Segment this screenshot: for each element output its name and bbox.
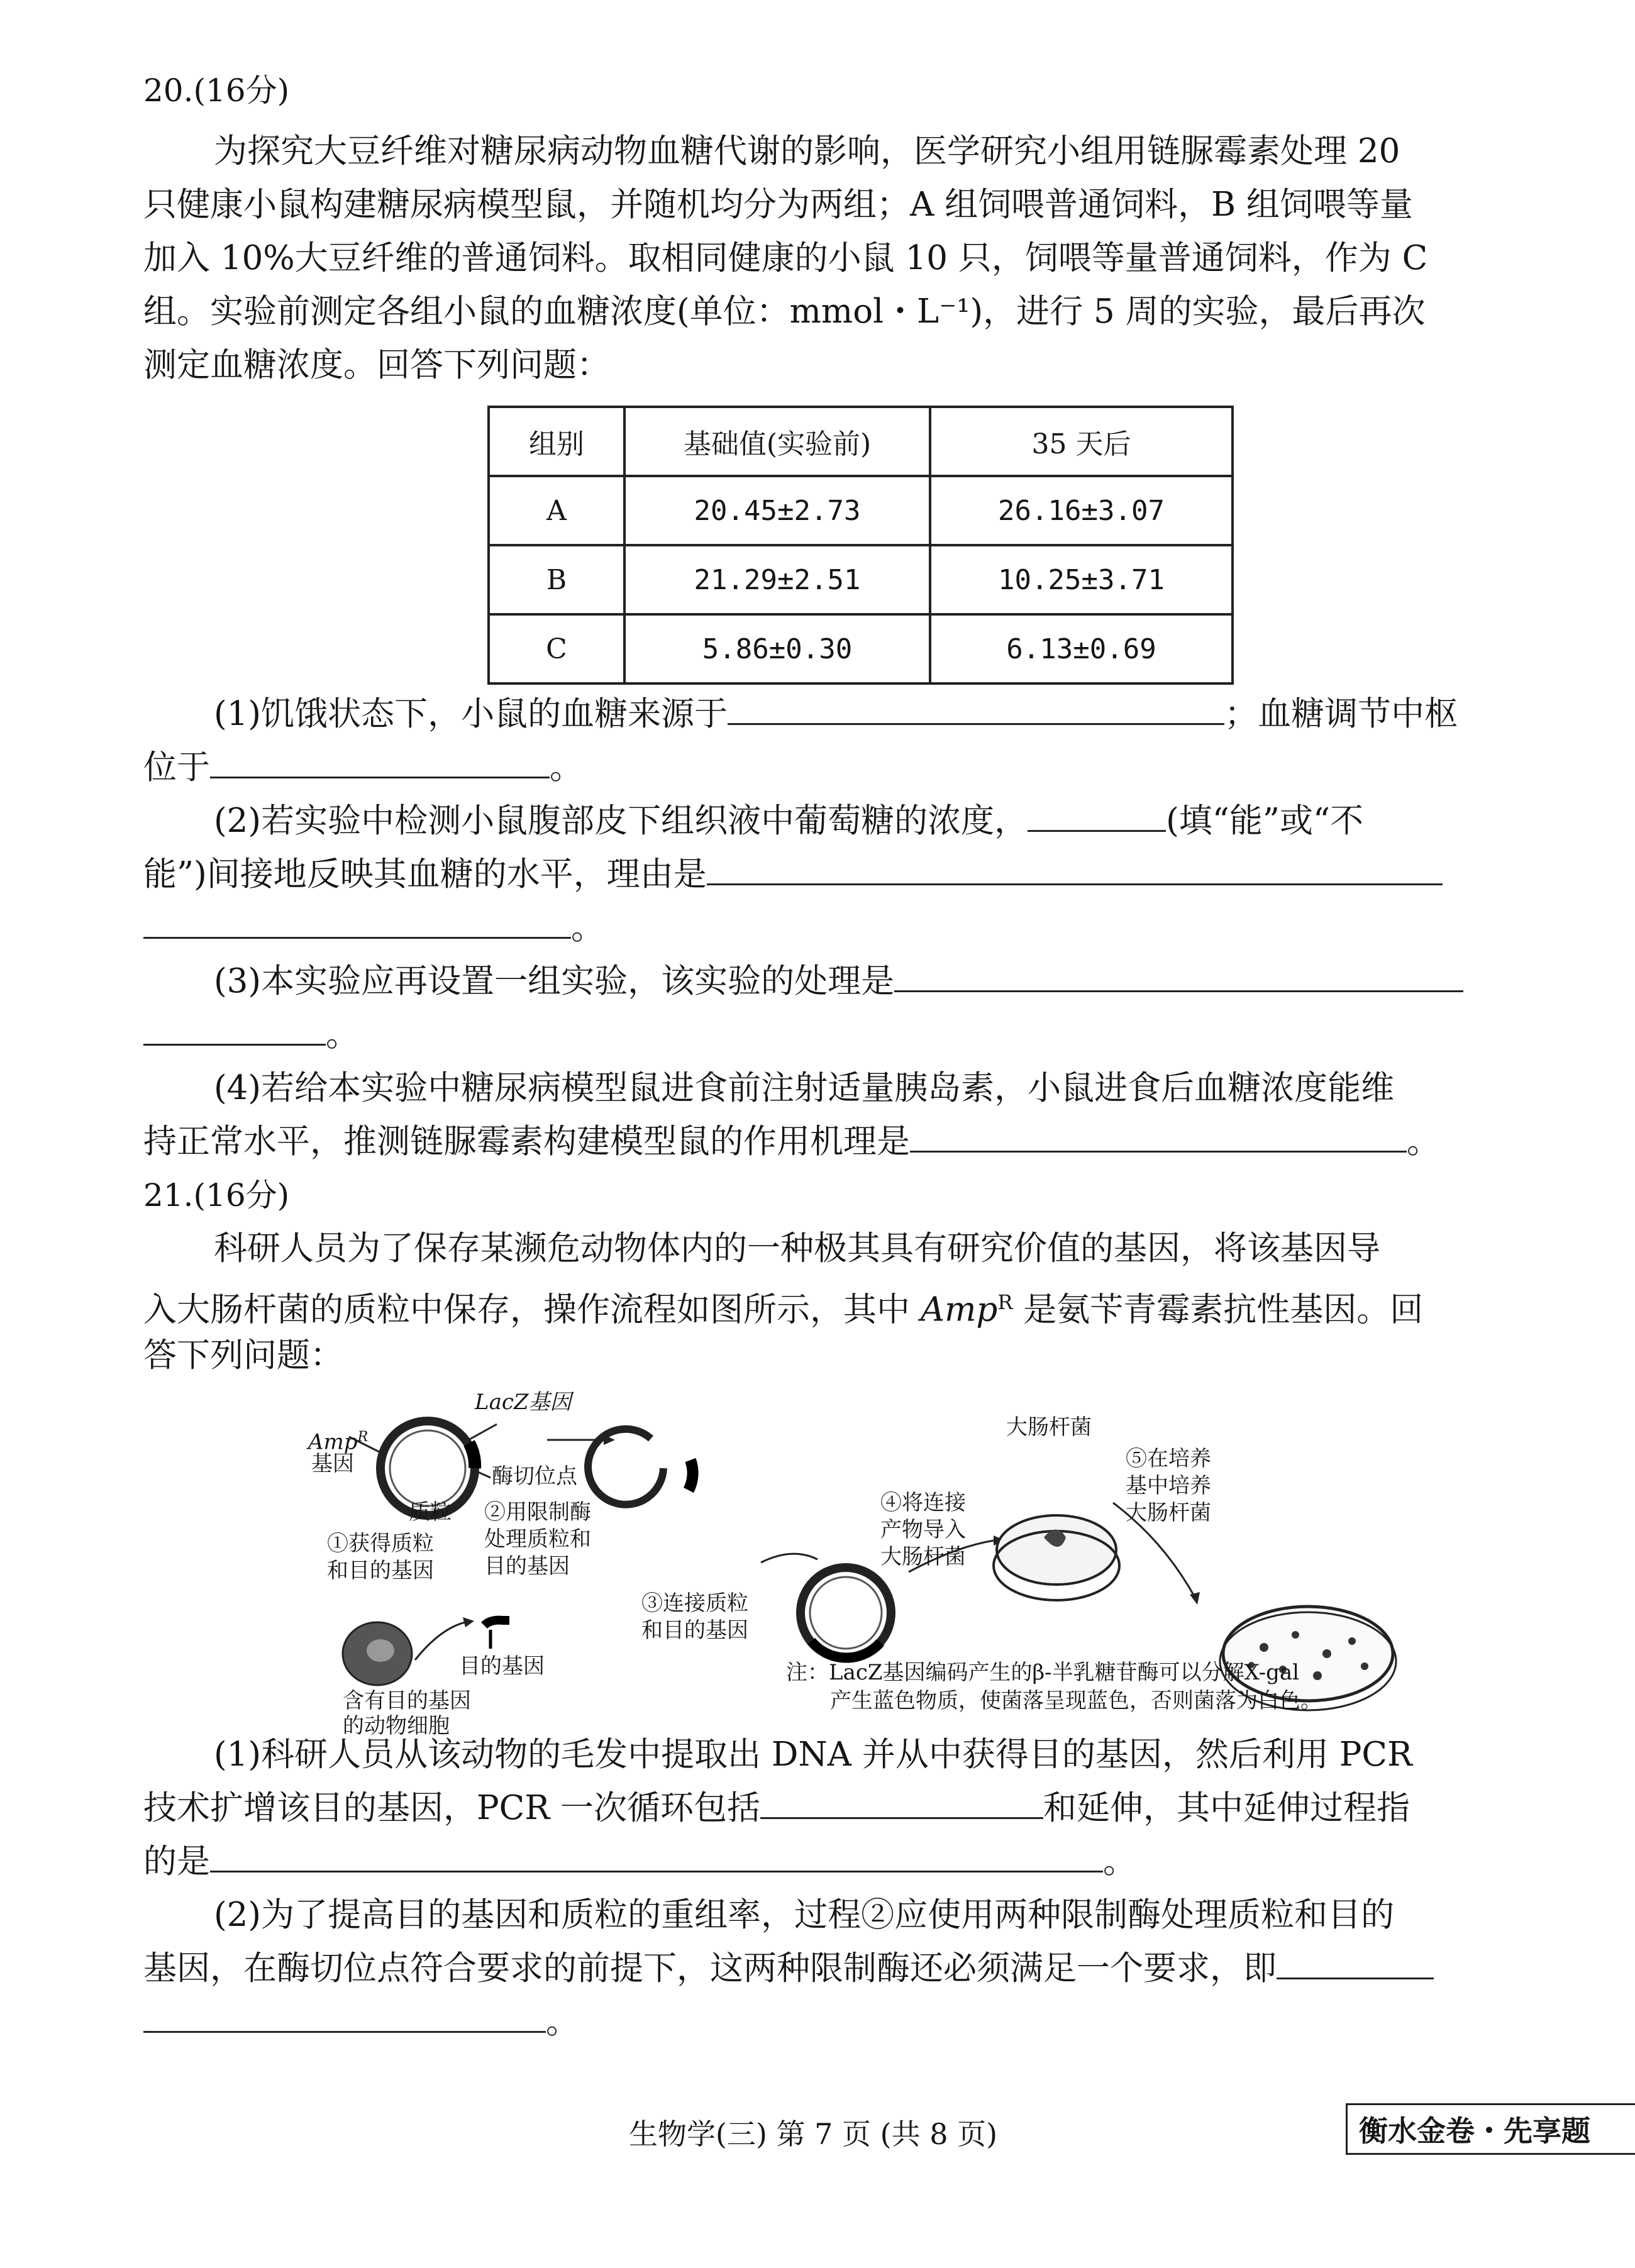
- step1-label-a: ①获得质粒: [327, 1531, 434, 1556]
- q20-part1-text3: 位于: [143, 748, 210, 787]
- q21-part2-line: (2)为了提高目的基因和质粒的重组率，过程②应使用两种限制酶处理质粒和目的: [214, 1896, 1395, 1934]
- q20-part4-line2: [143, 1119, 1440, 1164]
- page-footer: 生物学(三) 第 7 页 (共 8 页): [629, 2117, 998, 2151]
- q20-part3-line2: [143, 1012, 359, 1058]
- table-header-day35: 35 天后: [930, 407, 1233, 476]
- step1-label-b: 和目的基因: [327, 1558, 434, 1583]
- q21-part1-text: 技术扩增该目的基因，PCR 一次循环包括: [143, 1789, 760, 1827]
- cell-label-a: 含有目的基因: [343, 1688, 471, 1713]
- answer-blank[interactable]: [143, 1012, 326, 1046]
- table-cell-day35: 26.16±3.07: [930, 476, 1233, 545]
- table-cell-group: A: [489, 476, 624, 545]
- figure-note-line1: 注：LacZ基因编码产生的β-半乳糖苷酶可以分解X-gal: [786, 1660, 1300, 1685]
- q20-part1-text2: ；血糖调节中枢: [1224, 695, 1458, 733]
- q20-part2-line3: [143, 905, 604, 951]
- q21-part1-text3: 的是: [143, 1842, 210, 1881]
- q20-intro-line2: 只健康小鼠构建糖尿病模型鼠，并随机均分为两组；A 组饲喂普通饲料，B 组饲喂等量: [143, 185, 1413, 224]
- q21-part1-text2: 和延伸，其中延伸过程指: [1043, 1789, 1410, 1827]
- q20-part2-text3: 能”)间接地反映其血糖的水平，理由是: [143, 855, 707, 893]
- table-row: [489, 614, 1233, 683]
- q20-part4-line: (4)若给本实验中糖尿病模型鼠进食前注射适量胰岛素，小鼠进食后血糖浓度能维: [214, 1069, 1395, 1107]
- step4-label-b: 产物导入: [880, 1517, 966, 1542]
- q20-intro-line1: 为探究大豆纤维对糖尿病动物血糖代谢的影响，医学研究小组用链脲霉素处理 20: [214, 132, 1400, 170]
- cell-label-b: 的动物细胞: [343, 1713, 450, 1739]
- period: 。: [1103, 1842, 1136, 1881]
- blood-glucose-table: [487, 406, 1234, 685]
- step4-label-a: ④将连接: [880, 1490, 966, 1515]
- table-cell-baseline: 21.29±2.51: [624, 545, 930, 614]
- plasmid-label: 质粒: [409, 1500, 452, 1525]
- amp-superscript: R: [997, 1290, 1013, 1314]
- brand-box: 衡水金卷・先享题: [1346, 2103, 1635, 2155]
- step2-label-b: 处理质粒和: [484, 1527, 591, 1552]
- q21-part1-line3: [143, 1839, 1136, 1884]
- table-header-group: 组别: [489, 407, 624, 476]
- q20-part2-line: [214, 799, 1363, 844]
- step5-label-a: ⑤在培养: [1126, 1446, 1211, 1471]
- cloning-flow-figure: [0, 1390, 1635, 1742]
- step4-label-c: 大肠杆菌: [880, 1544, 966, 1569]
- table-row: [489, 476, 1233, 545]
- q21-part1-line: (1)科研人员从该动物的毛发中提取出 DNA 并从中获得目的基因，然后利用 PCR: [214, 1735, 1412, 1774]
- answer-blank[interactable]: [910, 1119, 1407, 1153]
- amp-gene-label: 基因: [311, 1451, 354, 1476]
- q20-part1-line2: [143, 745, 583, 790]
- q20-intro-line5: 测定血糖浓度。回答下列问题：: [143, 346, 610, 384]
- q21-part2-line3: [143, 2000, 579, 2045]
- q20-part2-line2: [143, 852, 1443, 897]
- step3-label-a: ③连接质粒: [641, 1591, 748, 1616]
- answer-blank[interactable]: [707, 852, 1443, 885]
- q20-part1-text: (1)饥饿状态下，小鼠的血糖来源于: [214, 695, 728, 733]
- q21-intro-text2: 是氨苄青霉素抗性基因。回: [1012, 1290, 1424, 1329]
- bacterium-culture-icon: [994, 1515, 1119, 1600]
- table-cell-group: C: [489, 614, 624, 683]
- animal-cell-icon: [343, 1617, 474, 1685]
- answer-blank[interactable]: [143, 2000, 546, 2033]
- answer-blank[interactable]: [210, 1839, 1103, 1872]
- q20-part4-text: 持正常水平，推测链脲霉素构建模型鼠的作用机理是: [143, 1122, 910, 1161]
- answer-blank[interactable]: [1277, 1946, 1434, 1979]
- ecoli-label: 大肠杆菌: [1006, 1415, 1092, 1440]
- table-cell-group: B: [489, 545, 624, 614]
- q20-part3-line: [214, 959, 1463, 1004]
- period: 。: [571, 909, 604, 947]
- target-gene-icon: [484, 1620, 509, 1649]
- lacz-label: LacZ基因: [475, 1390, 572, 1415]
- period: 。: [550, 748, 583, 787]
- step2-label-a: ②用限制酶: [484, 1500, 591, 1525]
- q21-intro-text: 入大肠杆菌的质粒中保存，操作流程如图所示，其中: [143, 1290, 921, 1329]
- q21-part2-line2: [143, 1946, 1434, 1991]
- q21-intro-line2: [143, 1280, 1423, 1333]
- answer-blank[interactable]: [728, 692, 1224, 725]
- table-cell-baseline: 20.45±2.73: [624, 476, 930, 545]
- recombinant-plasmid-icon: [761, 1554, 891, 1658]
- table-row: [489, 545, 1233, 614]
- q21-intro-line3: 答下列问题：: [143, 1336, 343, 1375]
- q21-part1-line2: [143, 1786, 1410, 1831]
- figure-drawing: [0, 1390, 1635, 1742]
- table-header-baseline: 基础值(实验前): [624, 407, 930, 476]
- step3-label-b: 和目的基因: [641, 1618, 748, 1643]
- q20-part1-line: [214, 692, 1458, 737]
- step5-label-c: 大肠杆菌: [1126, 1500, 1211, 1525]
- answer-blank[interactable]: [210, 745, 550, 778]
- q21-intro-line1: 科研人员为了保存某濒危动物体内的一种极其具有研究价值的基因，将该基因导: [214, 1229, 1380, 1268]
- q20-header: 20.(16分): [143, 72, 290, 109]
- step5-label-b: 基中培养: [1126, 1473, 1211, 1498]
- table-cell-day35: 6.13±0.69: [930, 614, 1233, 683]
- q21-header: 21.(16分): [143, 1177, 290, 1214]
- q21-part2-text: 基因，在酶切位点符合要求的前提下，这两种限制酶还必须满足一个要求，即: [143, 1949, 1277, 1988]
- table-cell-day35: 10.25±3.71: [930, 545, 1233, 614]
- answer-blank[interactable]: [143, 905, 571, 939]
- period: 。: [1407, 1122, 1440, 1161]
- amp-label: [308, 1425, 368, 1454]
- q20-intro-line4: 组。实验前测定各组小鼠的血糖浓度(单位：mmol・L⁻¹)，进行 5 周的实验，最后再次: [143, 292, 1426, 331]
- period: 。: [546, 2003, 579, 2041]
- answer-blank[interactable]: [894, 959, 1463, 992]
- q20-part2-text: (2)若实验中检测小鼠腹部皮下组织液中葡萄糖的浓度，: [214, 802, 1028, 840]
- table-cell-baseline: 5.86±0.30: [624, 614, 930, 683]
- amp-text: Amp: [308, 1429, 358, 1455]
- cut-site-label: 酶切位点: [492, 1464, 577, 1489]
- target-gene-label: 目的基因: [459, 1654, 545, 1679]
- answer-blank[interactable]: [760, 1786, 1043, 1819]
- figure-note-line2: 产生蓝色物质，使菌落呈现蓝色，否则菌落为白色。: [830, 1688, 1322, 1713]
- amp-sup: R: [357, 1429, 369, 1445]
- q20-part2-text2: (填“能”或“不: [1166, 802, 1364, 840]
- amp-italic: Amp: [920, 1290, 998, 1329]
- table-header-row: [489, 407, 1233, 476]
- q20-part3-text: (3)本实验应再设置一组实验，该实验的处理是: [214, 962, 895, 1000]
- q20-intro-line3: 加入 10%大豆纤维的普通饲料。取相同健康的小鼠 10 只，饲喂等量普通饲料，作为 C: [143, 239, 1428, 277]
- answer-blank[interactable]: [1028, 799, 1166, 832]
- period: 。: [326, 1015, 359, 1054]
- step2-label-c: 目的基因: [484, 1554, 570, 1579]
